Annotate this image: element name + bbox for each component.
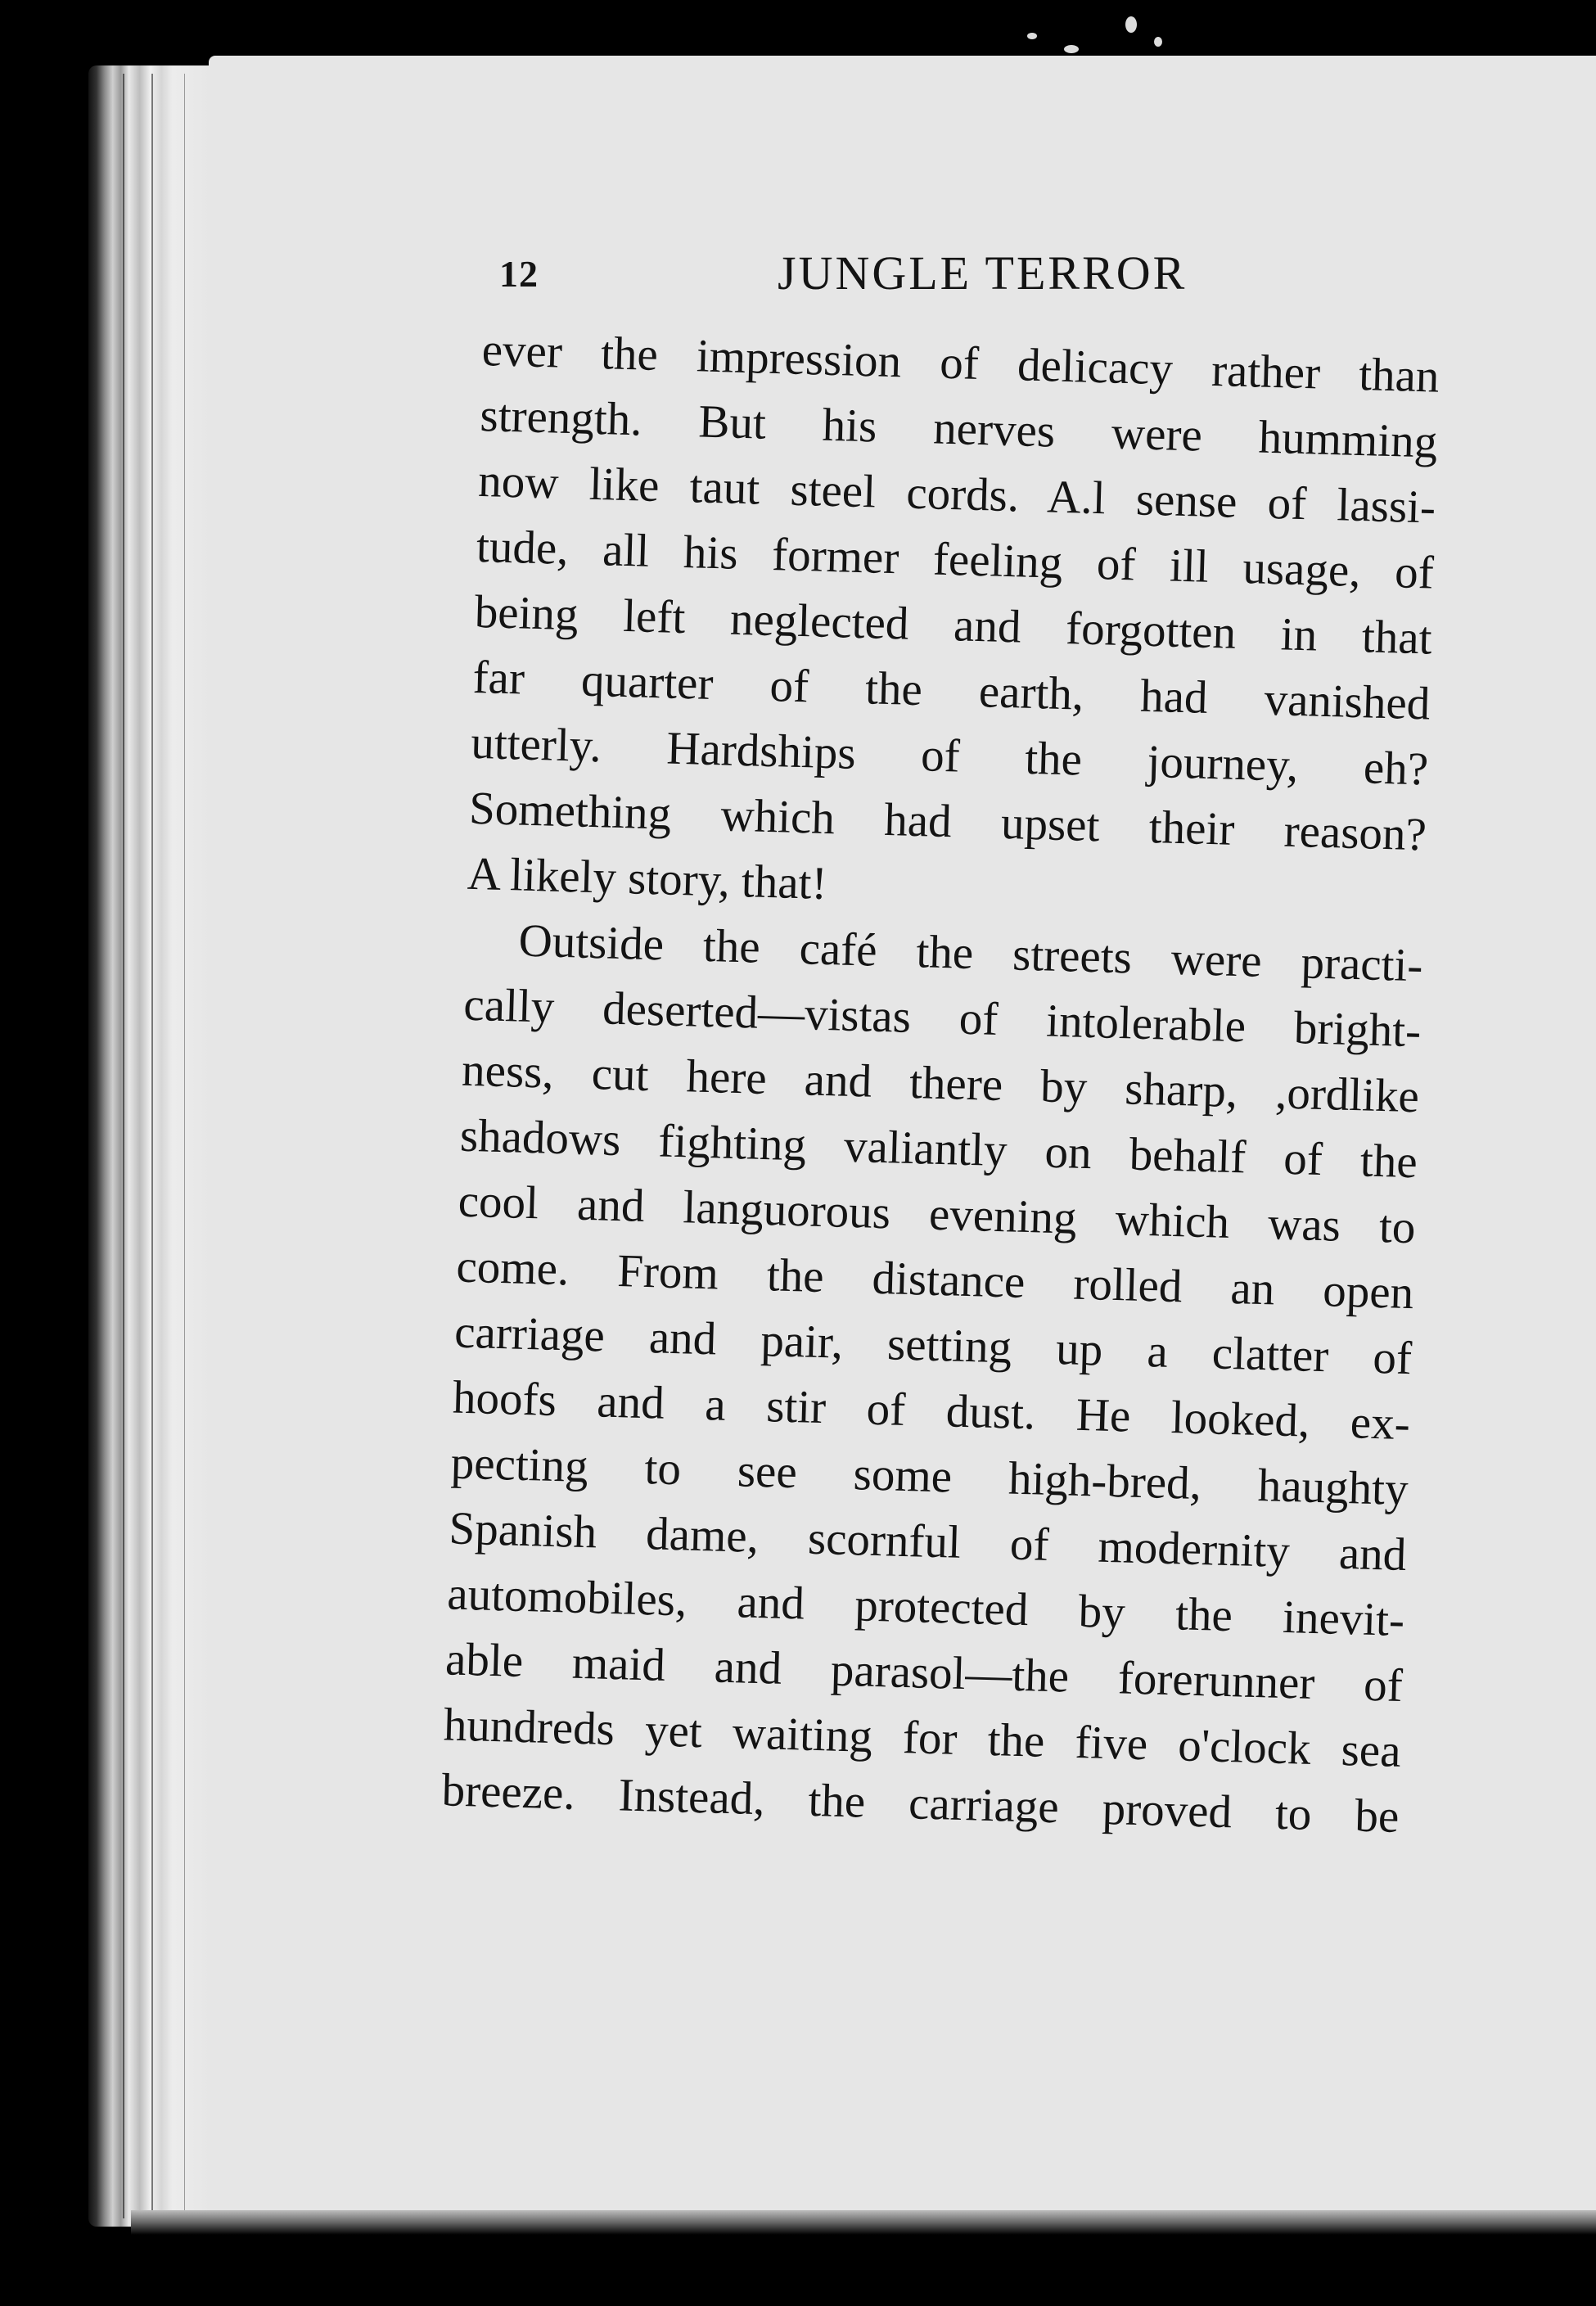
text-line: ness, cut here and there by sharp, ,ordlike <box>461 1044 1420 1123</box>
text-line: ever the impression of delicacy rather than <box>481 323 1440 403</box>
dust-speck <box>1064 45 1079 53</box>
running-head: JUNGLE TERROR <box>778 246 1188 300</box>
text-line: Something which had upset their reason? <box>468 782 1427 861</box>
text-line: Outside the café the streets were practi- <box>517 914 1424 992</box>
text-line: automobiles, and protected by the inevit- <box>446 1568 1405 1647</box>
text-line: come. From the distance rolled an open <box>455 1240 1415 1320</box>
text-line: hoofs and a stir of dust. He looked, ex- <box>452 1371 1411 1451</box>
text-line: breeze. Instead, the carriage proved to be <box>440 1764 1400 1843</box>
dust-speck <box>1027 33 1037 39</box>
body-text <box>441 318 1440 1850</box>
text-line: utterly. Hardships of the journey, eh? <box>470 716 1429 796</box>
text-line: carriage and pair, setting up a clatter of <box>453 1306 1413 1385</box>
text-line: far quarter of the earth, had vanished <box>471 651 1431 730</box>
text-line: A likely story, that! <box>467 847 828 909</box>
page-header <box>0 246 1596 311</box>
text-line: Spanish dame, scornful of modernity and <box>448 1502 1408 1582</box>
dust-speck <box>1154 37 1162 47</box>
text-line: tude, all his former feeling of ill usage, of <box>476 520 1435 599</box>
text-line: cally deserted—vistas of intolerable bright- <box>462 978 1422 1058</box>
binding-line <box>184 74 185 2218</box>
book-binding-edge <box>88 65 223 2227</box>
text-line: able maid and parasol—the forerunner of <box>444 1633 1404 1713</box>
text-line: cool and languorous evening which was to <box>457 1175 1417 1254</box>
text-line: now like taut steel cords. A.l sense of lassi- <box>477 454 1436 534</box>
binding-line <box>151 74 153 2218</box>
page-bottom-edge <box>131 2210 1596 2235</box>
text-line: hundreds yet waiting for the five o'clock sea <box>443 1699 1402 1777</box>
text-line: strength. But his nerves were humming <box>479 389 1439 468</box>
text-line: being left neglected and forgotten in that <box>474 585 1433 665</box>
page-number: 12 <box>499 253 539 295</box>
binding-line <box>123 74 124 2218</box>
dust-speck <box>1125 16 1137 33</box>
text-line: shadows fighting valiantly on behalf of the <box>459 1109 1418 1189</box>
text-line: pecting to see some high-bred, haughty <box>450 1437 1409 1516</box>
